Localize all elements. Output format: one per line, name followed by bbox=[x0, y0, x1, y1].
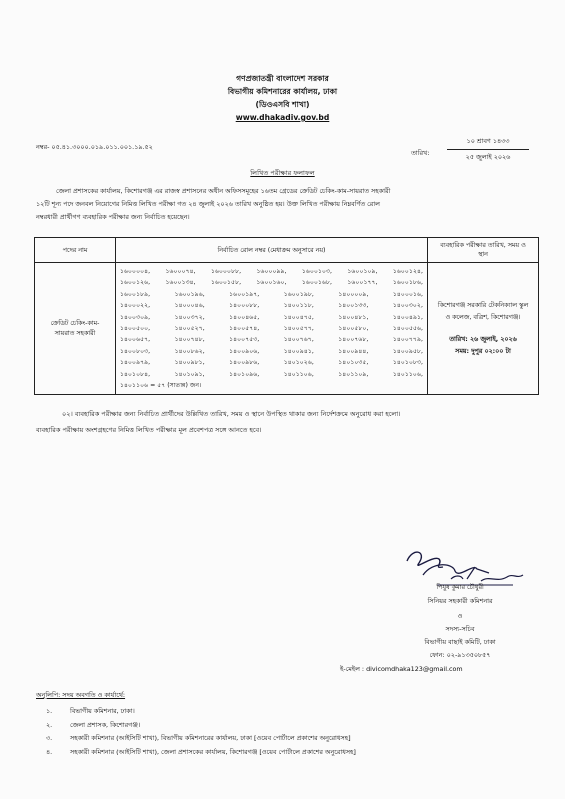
designation-and: ও bbox=[457, 612, 463, 620]
roll-number: ১৬০০১০৯, bbox=[347, 268, 378, 275]
roll-number: ১৪০০৯৭৯, bbox=[120, 359, 151, 367]
date-label: তারিখ: bbox=[411, 149, 430, 157]
intro-line-2: ১২টি শূন্য পদে জনবল নিয়োগের নিমিত্ত লিখিত পরীক্ষা গত ২৪ জুলাই ২০২৬ তারিখ অনুষ্ঠিত হয়। উক্ত লিখিত পরীক্ষায় নিম্নবর্ণিত রোল bbox=[36, 200, 380, 208]
roll-number: ১৪০১১০৯, bbox=[338, 370, 369, 378]
roll-number: ১৪০০৯০৬, bbox=[229, 347, 260, 355]
intro-line-1: জেলা প্রশাসকের কার্যালয়, কিশোরগঞ্জ এর রাজস্ব প্রশাসনের অধীন অফিসসমূহের ১৬তম গ্রেডের ক্রেডিট চেকিং-কাম-সায়রাত সহকারী bbox=[56, 187, 391, 195]
roll-number: ১৬০০১৬০, bbox=[256, 279, 287, 287]
roll-number: ১৪০০৪৯১, bbox=[392, 313, 423, 321]
table-row bbox=[35, 263, 539, 395]
roll-number: ১৪০০৪৬৫, bbox=[229, 313, 260, 321]
roll-number: ১৪০০৭৭৯, bbox=[392, 336, 423, 344]
roll-number: ১৬০০০৯৯, bbox=[256, 268, 287, 275]
roll-number: ১৪০০৫৭৪, bbox=[229, 324, 260, 332]
roll-number: ১৪০০০৪৬, bbox=[174, 302, 205, 310]
post-name: ক্রেডিট চেকিং-কাম-সায়রাত সহকারী bbox=[50, 319, 100, 337]
venue-text: কিশোরগঞ্জ সরকারি টেকনিক্যাল স্কুল ও কলেজ, বত্রিশ, কিশোরগঞ্জ। bbox=[437, 301, 529, 321]
roll-row bbox=[120, 369, 423, 380]
roll-row bbox=[120, 277, 423, 288]
roll-total-text: ১৪০১১০৬ = ৫৭ (সাতান্ন) জন। bbox=[120, 381, 202, 389]
website-link[interactable]: www.dhakadiv.gov.bd bbox=[235, 113, 330, 122]
roll-row bbox=[120, 357, 423, 368]
roll-number: ১৪০০০০৯, bbox=[338, 290, 369, 298]
header-schedule: ব্যবহারিক পরীক্ষার তারিখ, সময় ও স্থান bbox=[428, 238, 539, 263]
roll-number: ১৪০০১৩৩, bbox=[338, 302, 369, 310]
exam-time: সময়: দুপুর ০২:০০ টা bbox=[455, 347, 511, 355]
roll-number: ১৪০০৫০০, bbox=[120, 324, 151, 332]
date-english: ২৫ জুলাই ২০২৬ bbox=[465, 153, 511, 161]
roll-number: ১৪০০৯৮৬, bbox=[229, 359, 260, 367]
schedule-cell bbox=[428, 263, 539, 395]
roll-number: ১৬০০১৩৪, bbox=[165, 279, 196, 287]
roll-row bbox=[120, 312, 423, 323]
copy-item-text: সহকারী কমিশনার (আইসিটি শাখা), বিভাগীয় কমিশনারের কার্যালয়, ঢাকা [ওয়েব পোর্টালে প্রকাশের অনুরোধসহ] bbox=[70, 734, 351, 742]
roll-number: ১৪০১০৯১, bbox=[174, 370, 205, 378]
roll-number: ১৪০১০৯৬, bbox=[229, 370, 260, 378]
roll-number: ১৬০০১০৩, bbox=[301, 268, 333, 275]
roll-list bbox=[120, 266, 423, 380]
govt-name: গণপ্রজাতন্ত্রী বাংলাদেশ সরকার bbox=[236, 74, 329, 83]
date-bangla: ১০ শ্রাবণ ১৪৩৩ bbox=[447, 136, 529, 150]
roll-total bbox=[120, 380, 423, 391]
copy-item-number: ৪. bbox=[46, 747, 53, 756]
office-name: বিভাগীয় কমিশনারের কার্যালয়, ঢাকা bbox=[227, 87, 338, 96]
roll-number: ১৪০০৯৮১, bbox=[174, 359, 205, 367]
copy-item-number: ৩. bbox=[46, 734, 53, 742]
roll-number: ১৪০০৩৭২, bbox=[174, 313, 205, 321]
roll-number: ১৪০০৪৮১, bbox=[338, 313, 369, 321]
roll-number: ১৬০০১৯৭, bbox=[229, 290, 260, 298]
roll-row bbox=[120, 289, 423, 300]
roll-number: ১৬০০১২৬, bbox=[120, 279, 151, 287]
intro-line-3: নম্বরধারী প্রার্থীগণ ব্যবহারিক পরীক্ষার জন্য নির্বাচিত হয়েছেন। bbox=[36, 213, 190, 221]
roll-number: ১৪০০৩০৯, bbox=[120, 313, 151, 321]
roll-row bbox=[120, 334, 423, 345]
copy-item-text: বিভাগীয় কমিশনার, ঢাকা। bbox=[70, 707, 135, 715]
roll-number: ১৪০১১০৬, bbox=[392, 370, 423, 378]
designation-2: সদস্য-সচিব bbox=[445, 625, 475, 633]
signatory-name: পিযুষ কুমার চৌধুরী bbox=[436, 583, 484, 591]
copy-item-text: সহকারী কমিশনার (আইসিটি শাখা), জেলা প্রশাসকের কার্যালয়, কিশোরগঞ্জ [ওয়েব পোর্টালে প্রকাশের অনুরোধসহ] bbox=[70, 747, 356, 756]
roll-row bbox=[120, 266, 423, 277]
roll-number: ১৪০০৫৮০, bbox=[338, 324, 369, 332]
roll-number: ১৪০০১১৮, bbox=[283, 302, 314, 310]
roll-number: ১৪০১১০৬, bbox=[283, 370, 314, 378]
roll-number: ১৪০০৯৪১, bbox=[283, 347, 314, 355]
header-roll-numbers: নির্বাচিত রোল নম্বর (মেধাক্রম অনুসারে নয়) bbox=[116, 238, 428, 263]
roll-number: ১৪০০৬৫৭, bbox=[120, 336, 151, 344]
branch-name: (ডিওএসবি শাখা) bbox=[255, 100, 310, 109]
roll-number: ১৬০০১২৪, bbox=[392, 268, 423, 275]
roll-number: ১৬০০০০৪, bbox=[120, 268, 151, 275]
note-line-1: ০২। ব্যবহারিক পরীক্ষার জন্য নির্বাচিত প্রার্থীদের উল্লিখিত তারিখ, সময় ও স্থানে উপস্থিত থাকার জন্য নির্দেশক্রমে অনুরোধ করা হলো। bbox=[62, 410, 401, 418]
roll-number: ১৪০০৭৪৮, bbox=[174, 336, 205, 344]
roll-numbers-cell bbox=[116, 263, 428, 395]
roll-number: ১৬০০১৮৬, bbox=[392, 279, 423, 287]
roll-number: ১৪০১০২৬, bbox=[283, 359, 314, 367]
exam-date: তারিখ: ২৬ জুলাই, ২০২৬ bbox=[449, 335, 517, 343]
committee-name: বিভাগীয় বাছাই কমিটি, ঢাকা bbox=[424, 638, 496, 646]
copies-title bbox=[36, 690, 125, 701]
roll-number: ১৬০০১৯৮, bbox=[283, 290, 314, 298]
roll-number: ১৬০০০৮৮, bbox=[210, 268, 242, 275]
roll-number: ১৪০০৭৬৭, bbox=[283, 336, 314, 344]
roll-number: ১৪০০৭৫৩, bbox=[229, 336, 260, 344]
designation-1: সিনিয়র সহকারী কমিশনার bbox=[427, 597, 493, 605]
roll-number: ১৬০০১৫৮, bbox=[210, 279, 242, 287]
copy-item-number: ১. bbox=[46, 707, 53, 715]
roll-number: ১৪০০৮৬২, bbox=[174, 347, 205, 355]
roll-number: ১৪০১০৩৫, bbox=[338, 359, 369, 367]
header-post-name: পদের নাম bbox=[35, 238, 116, 263]
note-line-2: ব্যবহারিক পরীক্ষায় অংশগ্রহণের নিমিত্ত লিখিত পরীক্ষার মূল প্রবেশপত্র সঙ্গে আনতে হবে। bbox=[36, 426, 262, 434]
roll-number: ১৪০০৯৫৮, bbox=[392, 347, 423, 355]
memo-number: নম্বর- ০৫.৪১.৩০০০.০১৯.০১১.০০১.১৯.৫২ bbox=[36, 143, 153, 151]
page-title: লিখিত পরীক্ষার ফলাফল bbox=[250, 169, 315, 177]
copies-title-text: অনুলিপি: সদয় অবগতি ও কার্যার্থে: bbox=[36, 691, 126, 699]
roll-number: ১৬০০১৬৮, bbox=[301, 279, 333, 287]
results-table bbox=[34, 237, 539, 395]
roll-number: ১৬০০১৭৭, bbox=[347, 279, 378, 287]
phone-number: ফোন: ০২-৯১৩৫০৮৫৭ bbox=[429, 651, 491, 659]
roll-number: ১৪০০৯৪৪, bbox=[338, 347, 369, 355]
roll-row bbox=[120, 323, 423, 334]
copy-item-number: ২. bbox=[46, 720, 53, 729]
copy-item-text: জেলা প্রশাসক, কিশোরগঞ্জ। bbox=[70, 720, 141, 729]
roll-number: ১৬০০১৯৬, bbox=[174, 290, 205, 298]
roll-number: ১৪০০৫৫৬, bbox=[392, 324, 423, 332]
roll-number: ১৬০০০৭৪, bbox=[165, 268, 196, 275]
roll-number: ১৪০০৭৬৮, bbox=[338, 336, 369, 344]
roll-number: ১৬০০১৮৯, bbox=[120, 290, 151, 298]
email-address[interactable]: ই-মেইল : divicomdhaka123@gmail.com bbox=[340, 665, 463, 673]
roll-number: ১৪০০০২২, bbox=[120, 302, 151, 310]
roll-number: ১৪০০৩০২, bbox=[392, 302, 423, 310]
roll-number: ১৪০০৮০৩, bbox=[120, 347, 151, 355]
roll-number: ১৪০১০৮৩, bbox=[392, 359, 423, 367]
roll-number: ১৪০০৪৭৫, bbox=[283, 313, 314, 321]
roll-number: ১৪০০৫২৭, bbox=[174, 324, 205, 332]
table-header-row bbox=[35, 238, 539, 263]
roll-row bbox=[120, 300, 423, 311]
roll-number: ১৪০০৫৭৭, bbox=[283, 324, 314, 332]
roll-row bbox=[120, 346, 423, 357]
roll-number: ১৪০০০৮৮, bbox=[229, 302, 260, 310]
roll-number: ১৪০০০১৬, bbox=[392, 290, 423, 298]
roll-number: ১৪০১০৮৪, bbox=[120, 370, 151, 378]
post-name-cell bbox=[35, 263, 116, 395]
